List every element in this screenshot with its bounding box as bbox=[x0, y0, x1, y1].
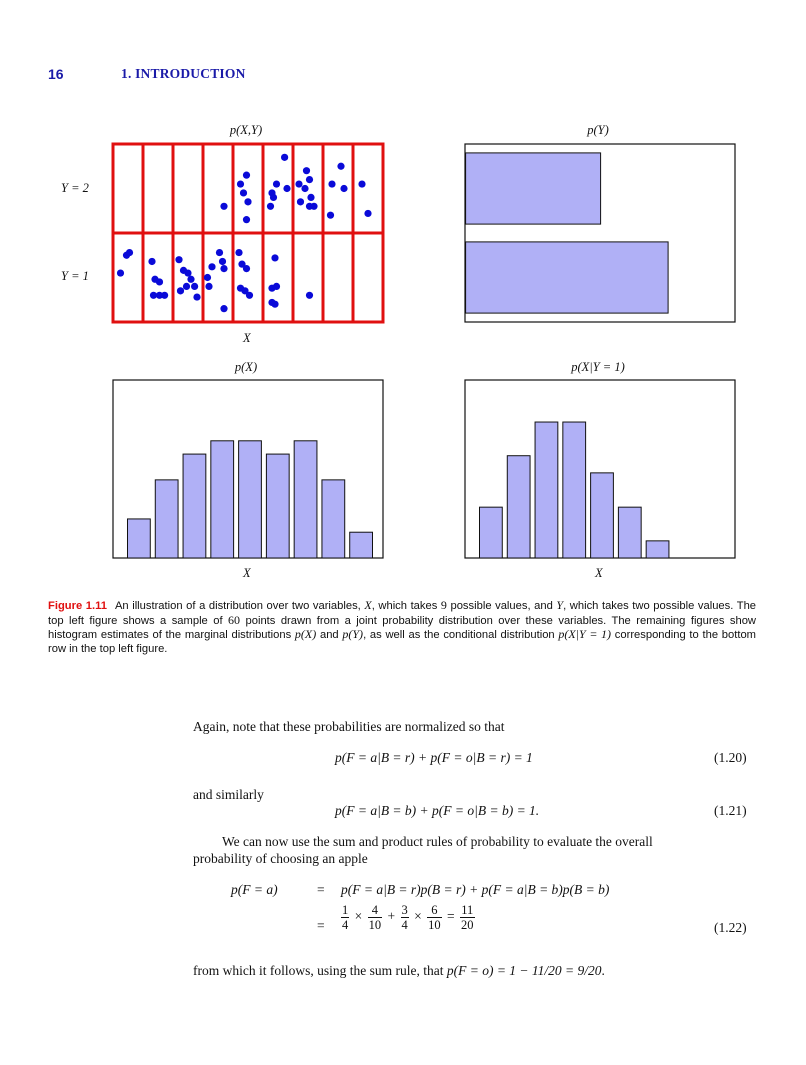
px-bar bbox=[294, 441, 317, 558]
py-bar bbox=[466, 153, 601, 224]
data-point bbox=[246, 292, 253, 299]
data-point bbox=[148, 258, 155, 265]
data-point bbox=[243, 265, 250, 272]
pxy1-bar bbox=[480, 507, 503, 558]
data-point bbox=[306, 292, 313, 299]
joint-x-label: X bbox=[243, 331, 251, 345]
caption-math: p(Y) bbox=[342, 627, 364, 642]
equation-1-22-rhs1: p(F = a|B = r)p(B = r) + p(F = a|B = b)p(B = b) bbox=[341, 882, 610, 897]
figure-caption bbox=[48, 599, 756, 656]
times-sign: × bbox=[354, 908, 363, 924]
caption-text: and bbox=[316, 629, 343, 642]
data-point bbox=[273, 283, 280, 290]
data-point bbox=[340, 185, 347, 192]
px-plot-title: p(X) bbox=[234, 360, 258, 374]
equation-1-21: p(F = a|B = b) + p(F = o|B = b) = 1. bbox=[335, 803, 540, 818]
data-point bbox=[270, 194, 277, 201]
px-x-label: X bbox=[243, 566, 251, 580]
pxy1-histogram bbox=[465, 380, 735, 558]
data-point bbox=[219, 258, 226, 265]
page-number: 16 bbox=[48, 66, 64, 82]
equation-number-1-21: (1.21) bbox=[714, 803, 747, 818]
data-point bbox=[243, 216, 250, 223]
px-bar bbox=[266, 454, 289, 558]
data-point bbox=[267, 203, 274, 210]
pxy1-x-label: X bbox=[595, 566, 603, 580]
paragraph-similarly: and similarly bbox=[193, 787, 264, 802]
caption-text: , as well as the conditional distribution bbox=[363, 629, 559, 642]
equals-sign: = bbox=[447, 908, 455, 924]
data-point bbox=[184, 269, 191, 276]
data-point bbox=[126, 249, 133, 256]
equation-1-22-equals: = bbox=[317, 882, 325, 897]
caption-text: , which takes two possible values. The top left figure shows a sample of bbox=[48, 600, 757, 627]
inline-math: p(F = o) = 1 − 11/20 = 9/20 bbox=[446, 963, 602, 978]
py-bar bbox=[466, 242, 668, 313]
py-plot-title: p(Y) bbox=[587, 123, 609, 137]
data-point bbox=[244, 198, 251, 205]
caption-text: corresponding to the bottom row in the top left figure. bbox=[48, 629, 756, 655]
caption-math: 9 bbox=[440, 598, 447, 612]
data-point bbox=[295, 180, 302, 187]
paragraph-text: . bbox=[601, 963, 605, 978]
pxy1-bar bbox=[563, 422, 586, 558]
data-point bbox=[220, 203, 227, 210]
y1-label: Y = 1 bbox=[61, 269, 89, 283]
data-point bbox=[364, 210, 371, 217]
data-point bbox=[117, 269, 124, 276]
paragraph-text: from which it follows, using the sum rule, that bbox=[193, 963, 447, 978]
equation-1-22-equals: = bbox=[317, 918, 325, 933]
data-point bbox=[175, 256, 182, 263]
data-point bbox=[283, 185, 290, 192]
px-bar bbox=[211, 441, 234, 558]
equation-1-22-lhs: p(F = a) bbox=[231, 882, 278, 897]
caption-label: Figure 1.11 bbox=[48, 600, 107, 612]
data-point bbox=[297, 198, 304, 205]
pxy1-bar bbox=[618, 507, 641, 558]
joint-scatter-plot bbox=[113, 144, 383, 322]
data-point bbox=[337, 163, 344, 170]
pxy1-bar bbox=[591, 473, 614, 558]
data-point bbox=[177, 287, 184, 294]
px-bar bbox=[183, 454, 206, 558]
caption-text: points drawn from a joint probability distribution over these variables. The remaining figures show histogram estimates of the marginal distributions bbox=[48, 614, 756, 642]
px-histogram bbox=[113, 380, 383, 558]
data-point bbox=[204, 274, 211, 281]
data-point bbox=[328, 180, 335, 187]
data-point bbox=[281, 154, 288, 161]
pxy1-plot-title: p(X|Y = 1) bbox=[571, 360, 625, 374]
data-point bbox=[306, 176, 313, 183]
fraction: $\frac{3}{4}$ bbox=[401, 903, 408, 932]
caption-math: X bbox=[364, 598, 372, 612]
joint-plot-title: p(X,Y) bbox=[229, 123, 263, 137]
plus-sign: + bbox=[387, 908, 396, 924]
data-point bbox=[243, 172, 250, 179]
px-bar bbox=[322, 480, 345, 558]
data-point bbox=[273, 180, 280, 187]
caption-math: Y bbox=[556, 598, 564, 612]
chapter-title: 1. INTRODUCTION bbox=[121, 66, 246, 81]
times-sign: × bbox=[414, 908, 422, 924]
data-point bbox=[301, 185, 308, 192]
fraction: $\frac{4}{10}$ bbox=[368, 903, 382, 932]
data-point bbox=[208, 263, 215, 270]
fraction: $\frac{1}{4}$ bbox=[342, 903, 349, 932]
caption-math: 60 bbox=[228, 612, 241, 627]
fraction: $\frac{6}{10}$ bbox=[428, 903, 441, 932]
py-bar-chart bbox=[465, 144, 735, 322]
pxy1-bar bbox=[507, 456, 530, 558]
equation-number-1-22: (1.22) bbox=[714, 920, 747, 935]
data-point bbox=[310, 203, 317, 210]
caption-math: p(X) bbox=[294, 627, 317, 642]
data-point bbox=[237, 180, 244, 187]
caption-math: p(X|Y = 1) bbox=[558, 627, 612, 642]
px-bar bbox=[239, 441, 262, 558]
paragraph-conclusion bbox=[193, 962, 605, 979]
data-point bbox=[193, 293, 200, 300]
data-point bbox=[303, 167, 310, 174]
data-point bbox=[216, 249, 223, 256]
data-point bbox=[220, 265, 227, 272]
paragraph-normalized: Again, note that these probabilities are normalized so that bbox=[193, 719, 505, 734]
px-bar bbox=[128, 519, 151, 558]
caption-text: , which takes bbox=[371, 600, 441, 612]
equation-number-1-20: (1.20) bbox=[714, 750, 747, 765]
data-point bbox=[183, 283, 190, 290]
paragraph-sum-product-line2: probability of choosing an apple bbox=[193, 851, 368, 866]
data-point bbox=[235, 249, 242, 256]
pxy1-bar bbox=[646, 541, 669, 558]
px-bar bbox=[155, 480, 178, 558]
pxy1-bar bbox=[535, 422, 558, 558]
data-point bbox=[358, 180, 365, 187]
data-point bbox=[271, 254, 278, 261]
data-point bbox=[307, 194, 314, 201]
y2-label: Y = 2 bbox=[61, 181, 89, 195]
px-bar bbox=[350, 532, 373, 558]
data-point bbox=[240, 189, 247, 196]
caption-text: possible values, and bbox=[446, 600, 557, 612]
data-point bbox=[187, 276, 194, 283]
data-point bbox=[271, 301, 278, 308]
paragraph-sum-product-line1: We can now use the sum and product rules of probability to evaluate the overall bbox=[222, 834, 653, 849]
data-point bbox=[161, 292, 168, 299]
data-point bbox=[191, 283, 198, 290]
data-point bbox=[205, 283, 212, 290]
data-point bbox=[220, 305, 227, 312]
data-point bbox=[327, 212, 334, 219]
data-point bbox=[156, 278, 163, 285]
fraction: $\frac{11}{20}$ bbox=[461, 903, 474, 932]
caption-text: An illustration of a distribution over two variables, bbox=[114, 600, 365, 612]
equation-1-20: p(F = a|B = r) + p(F = o|B = r) = 1 bbox=[335, 750, 533, 765]
equation-1-22-rhs2 bbox=[339, 903, 477, 932]
